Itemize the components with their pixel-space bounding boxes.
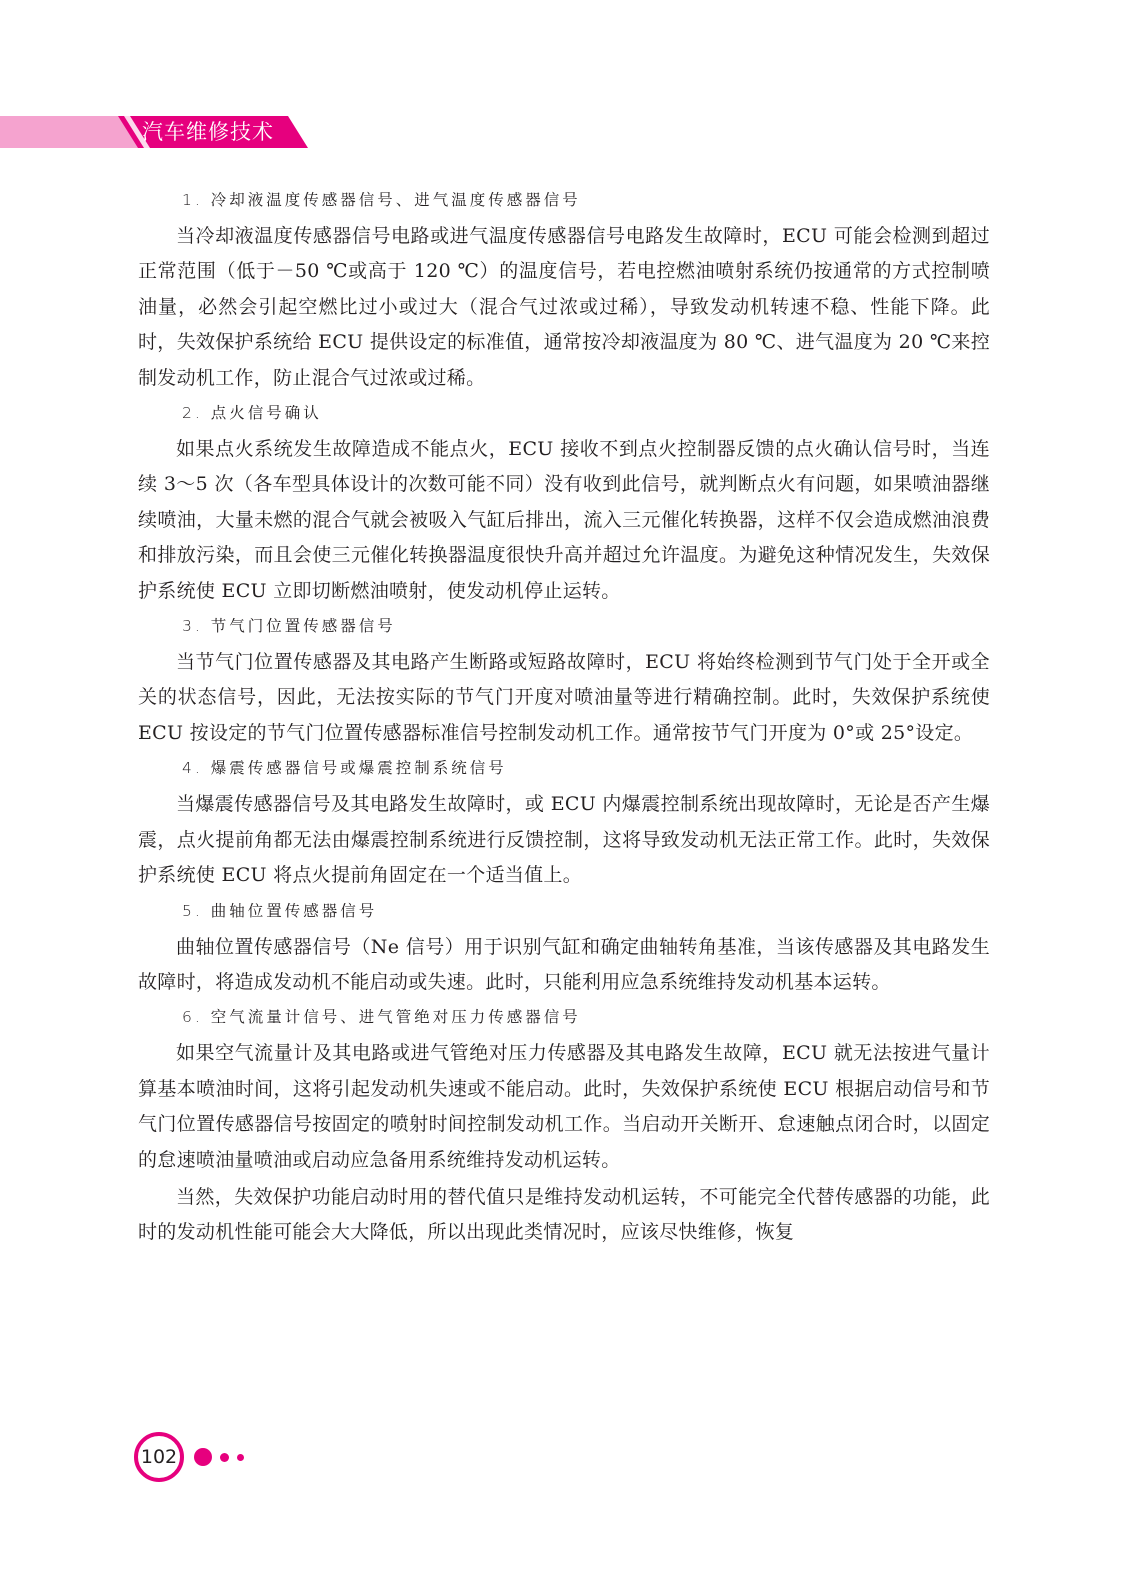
page-number: 102 [140,1446,178,1468]
section-heading: 2. 点火信号确认 [182,404,322,423]
section [138,894,990,1001]
paragraph: 当然，失效保护功能启动时用的替代值只是维持发动机运转，不可能完全代替传感器的功能，此时的发动机性能可能会大大降低，所以出现此类情况时，应该尽快维修，恢复 [138,1185,990,1244]
section [138,396,990,609]
section-heading: 6. 空气流量计信号、进气管绝对压力传感器信号 [182,1008,581,1027]
paragraph: 如果点火系统发生故障造成不能点火，ECU 接收不到点火控制器反馈的点火确认信号时，当连续 3～5 次（各车型具体设计的次数可能不同）没有收到此信号，就判断点火有问题，如果喷油器继续喷油，大量未燃的混合气就会被吸入气缸后排出，流入三元催化转换器，这样不仅会造成燃油浪费和排放污染，而且会使三元催化转换器温度很快升高并超过允许温度。为避免这种情况发生，失效保护系统使 ECU 立即切断燃油喷射，使发动机停止运转。 [138,438,990,602]
paragraph: 如果空气流量计及其电路或进气管绝对压力传感器及其电路发生故障，ECU 就无法按进气量计算基本喷油时间，这将引起发动机失速或不能启动。此时，失效保护系统使 ECU 根据启动信号和节气门位置传感器信号按固定的喷射时间控制发动机工作。当启动开关断开、怠速触点闭合时，以固定的怠速喷油量喷油或启动应急备用系统维持发动机运转。 [138,1042,990,1171]
section-heading: 1. 冷却液温度传感器信号、进气温度传感器信号 [182,191,581,209]
section [138,183,990,396]
paragraph: 当爆震传感器信号及其电路发生故障时，或 ECU 内爆震控制系统出现故障时，无论是否产生爆震，点火提前角都无法由爆震控制系统进行反馈控制，这将导致发动机无法正常工作。此时，失效保护系统使 ECU 将点火提前角固定在一个适当值上。 [138,793,990,887]
paragraph: 当节气门位置传感器及其电路产生断路或短路故障时，ECU 将始终检测到节气门处于全开或全关的状态信号，因此，无法按实际的节气门开度对喷油量等进行精确控制。此时，失效保护系统使 ECU 按设定的节气门位置传感器标准信号控制发动机工作。通常按节气门开度为 0°或 25°设定。 [138,651,990,744]
book-title: 汽车维修技术 [142,120,274,144]
section [138,609,990,751]
paragraph: 曲轴位置传感器信号（Ne 信号）用于识别气缸和确定曲轴转角基准，当该传感器及其电路发生故障时，将造成发动机不能启动或失速。此时，只能利用应急系统维持发动机基本运转。 [138,935,990,993]
decorative-dot-icon [220,1453,229,1462]
section [138,1000,990,1250]
section [138,751,990,893]
section-heading: 5. 曲轴位置传感器信号 [182,901,378,920]
page-content [138,183,990,1251]
section-heading: 4. 爆震传感器信号或爆震控制系统信号 [182,759,507,778]
paragraph: 当冷却液温度传感器信号电路或进气温度传感器信号电路发生故障时，ECU 可能会检测到超过正常范围（低于－50 ℃或高于 120 ℃）的温度信号，若电控燃油喷射系统仍按通常的方式控制喷油量，必然会引起空燃比过小或过大（混合气过浓或过稀），导致发动机转速不稳、性能下降。此时，失效保护系统给 ECU 提供设定的标准值，通常按冷却液温度为 80 ℃、进气温度为 20 ℃来控制发动机工作，防止混合气过浓或过稀。 [138,225,990,389]
page-footer [134,1432,274,1484]
decorative-dot-icon [237,1454,244,1461]
header-banner [0,112,310,152]
section-heading: 3. 节气门位置传感器信号 [182,617,396,636]
decorative-dot-icon [194,1448,212,1466]
